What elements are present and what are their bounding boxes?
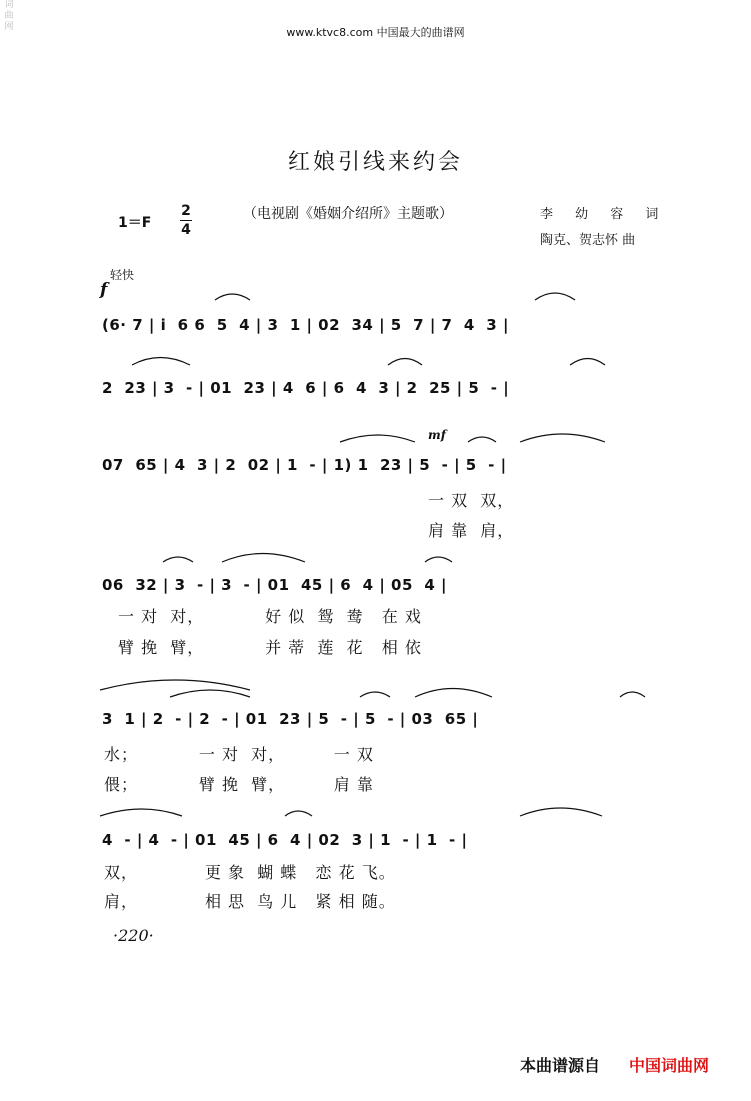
source-label: 本曲谱源自	[520, 1056, 601, 1075]
score-line-6: 4 - | 4 - | 01 45 | 6 4 | 02 3 | 1 - | 1 - |	[102, 831, 468, 849]
score-line-5: 3 1 | 2 - | 2 - | 01 23 | 5 - | 5 - | 03 65 |	[102, 710, 479, 728]
lyrics-line-6b: 肩， 相 思 鸟 儿 紧 相 随。	[104, 892, 396, 911]
song-title: 红娘引线来约会	[287, 150, 463, 175]
key-signature: 1＝F	[118, 215, 152, 231]
song-subtitle: （电视剧《婚姻介绍所》主题歌）	[243, 206, 453, 222]
lyricist-credit: 李 幼 容 词	[540, 207, 668, 222]
source-site[interactable]: 中国词曲网	[629, 1056, 710, 1075]
site-url[interactable]: www.ktvc8.com 中国最大的曲谱网	[286, 26, 465, 39]
lyrics-line-5b: 偎； 臂 挽 臂， 肩 靠	[104, 775, 374, 794]
lyrics-line-4b: 臂 挽 臂， 并 蒂 莲 花 相 依	[118, 638, 422, 657]
score-line-1: (6· 7 | i 6 6 5 4 | 3 1 | 02 34 | 5 7 | 7 4 3 |	[102, 316, 509, 334]
tempo-marking: 轻快	[110, 268, 135, 282]
score-line-3: 07 65 | 4 3 | 2 02 | 1 - | 1) 1 23 | 5 - | 5 - |	[102, 456, 507, 474]
watermark-left: 词曲网	[4, 0, 14, 32]
lyrics-line-3b: 肩 靠 肩，	[428, 521, 515, 540]
composer-credit: 陶克、贺志怀 曲	[540, 233, 636, 248]
time-top: 2	[181, 203, 191, 219]
score-line-4: 06 32 | 3 - | 3 - | 01 45 | 6 4 | 05 4 |	[102, 576, 447, 594]
lyrics-line-6a: 双， 更 象 蝴 蝶 恋 花 飞。	[104, 863, 396, 882]
score-line-2: 2 23 | 3 - | 01 23 | 4 6 | 6 4 3 | 2 25 | 5 - |	[102, 379, 510, 397]
dynamic-mezzoforte: mf	[428, 428, 446, 442]
lyrics-line-4a: 一 对 对， 好 似 鸳 鸯 在 戏	[118, 607, 422, 626]
dynamic-forte: f	[100, 280, 108, 300]
lyrics-line-3a: 一 双 双，	[428, 491, 515, 510]
time-bottom: 4	[181, 222, 191, 238]
page-number: ·220·	[113, 926, 154, 945]
lyrics-line-5a: 水； 一 对 对， 一 双	[104, 745, 374, 764]
